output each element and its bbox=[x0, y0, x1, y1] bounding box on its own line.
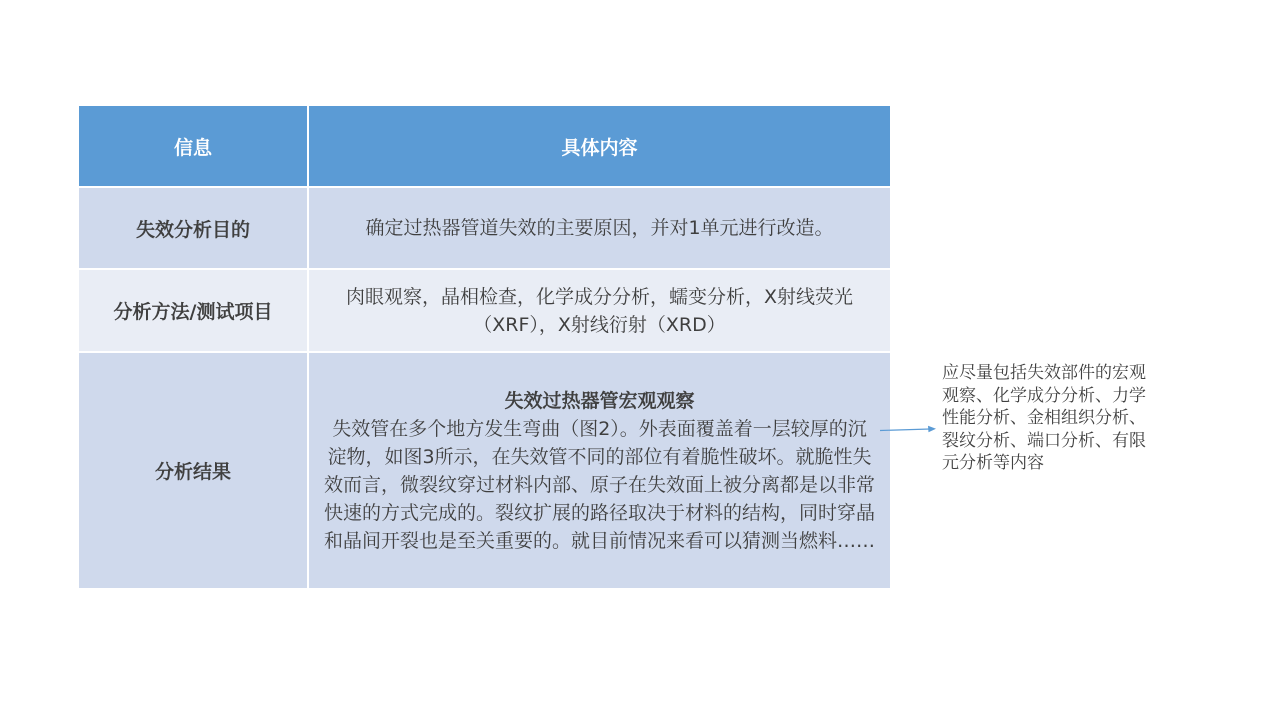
table-row bbox=[78, 352, 891, 589]
table-row bbox=[78, 269, 891, 352]
note-arrow-line bbox=[880, 429, 930, 431]
row-content-purpose: 确定过热器管道失效的主要原因，并对1单元进行改造。 bbox=[308, 187, 891, 269]
row-content-method: 肉眼观察，晶相检查，化学成分分析，蠕变分析，X射线荧光（XRF），X射线衍射（XRD） bbox=[308, 269, 891, 352]
note-arrow bbox=[880, 424, 936, 436]
result-body: 失效管在多个地方发生弯曲（图2）。外表面覆盖着一层较厚的沉淀物，如图3所示，在失效管不同的部位有着脆性破坏。就脆性失效而言，微裂纹穿过材料内部、原子在失效面上被分离都是以非常快速的方式完成的。裂纹扩展的路径取决于材料的结构，同时穿晶和晶间开裂也是至关重要的。就目前情况来看可以猜测当燃料…… bbox=[323, 417, 875, 552]
side-note: 应尽量包括失效部件的宏观观察、化学成分分析、力学性能分析、金相组织分析、裂纹分析、端口分析、有限元分析等内容 bbox=[942, 363, 1146, 473]
note-arrow-head bbox=[928, 426, 936, 432]
table-header-row bbox=[78, 105, 891, 187]
table-row bbox=[78, 187, 891, 269]
row-label-method: 分析方法/测试项目 bbox=[78, 269, 308, 352]
row-label-purpose: 失效分析目的 bbox=[78, 187, 308, 269]
row-label-result: 分析结果 bbox=[78, 352, 308, 589]
result-title: 失效过热器管宏观观察 bbox=[504, 389, 695, 412]
header-content: 具体内容 bbox=[308, 105, 891, 187]
row-content-result bbox=[308, 352, 891, 589]
info-table bbox=[77, 104, 892, 590]
header-info: 信息 bbox=[78, 105, 308, 187]
